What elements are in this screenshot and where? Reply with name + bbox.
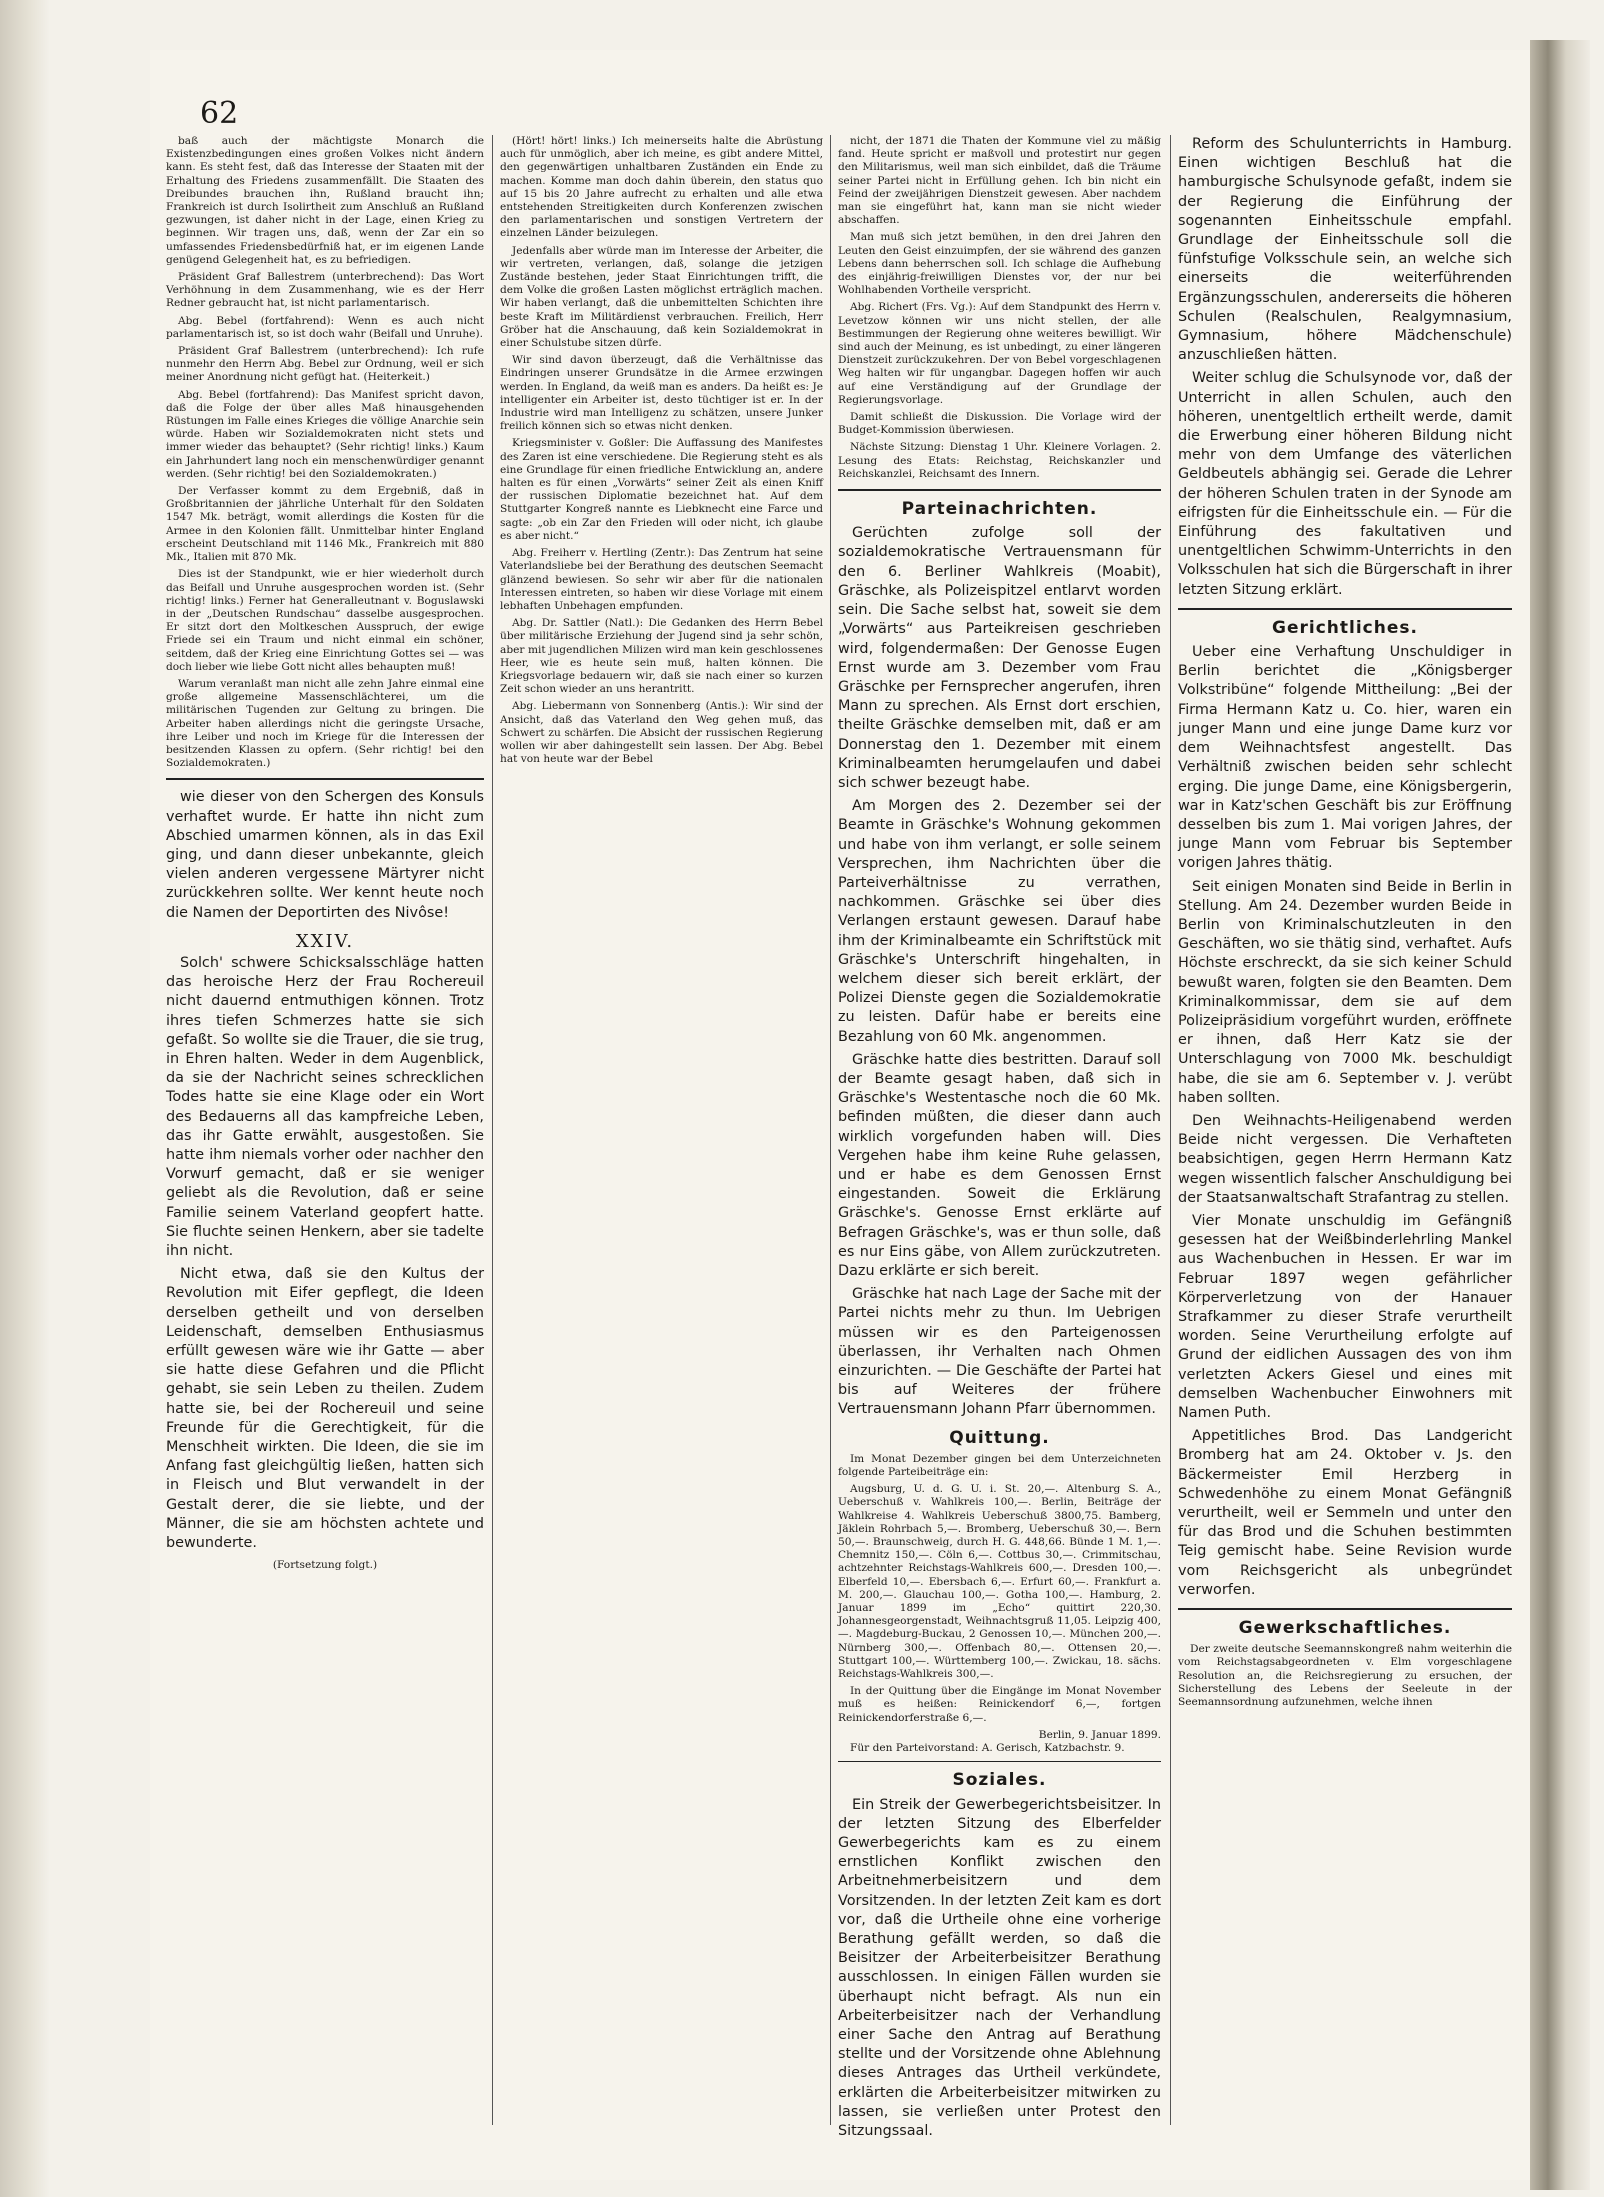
chapter-heading: XXIV.	[295, 930, 355, 952]
signature: Für den Parteivorstand: A. Gerisch, Katzbachstr. 9.	[850, 1742, 1125, 1755]
section-divider	[838, 489, 1161, 491]
paragraph: In der Quittung über die Eingänge im Monat November muß es heißen: Reinickendorf 6,—, fortgen Reinickendorferstraße 6,—.	[838, 1685, 1161, 1724]
article-paragraph: Vier Monate unschuldig im Gefängniß gesessen hat der Weißbinderlehrling Mankel aus Wachenbuchen in Hessen. Er war im Februar 1897 wegen gefährlicher Körperverletzung von der Hanauer Strafkammer zu dieser Strafe verurtheilt worden. Seine Verurtheilung erfolgte auf Grund der eidlichen Aussagen des von ihm verletzten Ackers Giesel und eines mit demselben Wachenbucher Einwohners mit Namen Puth.	[1178, 1212, 1512, 1421]
feuilleton-paragraph: Solch' schwere Schicksalsschläge hatten das heroische Herz der Frau Rochereuil nicht dauernd entmuthigen können. Trotz ihres tiefen Schmerzes hatte sie sich gefaßt. So wollte sie die Trauer, die sie trug, in Ehren halten. Weder in dem Augenblick, da sie der Nachricht seines schrecklichen Todes hatte sie eine Klage oder ein Wort des Bedauerns all das kampfreiche Leben, das ihr Gatte erwählt, ausgestoßen. Sie hatte ihm niemals vorher oder nachher den Vorwurf gemacht, daß er sie weniger geliebt als die Revolution, daß er seine Familie seinem Vaterland geopfert hatte. Sie fluchte seinen Henkern, aber sie tadelte ihn nicht.	[166, 954, 484, 1260]
section-divider	[1178, 608, 1512, 610]
article-paragraph: Gräschke hatte dies bestritten. Darauf soll der Beamte gesagt haben, daß sich in Gräschke's Westentasche noch die 60 Mk. befinden müßten, die dieser dann auch wirklich vorgefunden haben will. Dies Vergehen habe ihm keine Ruhe gelassen, und er habe es dem Genossen Ernst eingestanden. Soweit die Erklärung Gräschke's. Genosse Ernst erklärte auf Befragen Gräschke's, was er thun solle, daß es nur Eins gäbe, von Allem zurückzutreten. Dazu erklärte er sich bereit.	[838, 1051, 1161, 1279]
paragraph: baß auch der mächtigste Monarch die Existenzbedingungen eines großen Volkes nicht ändern kann. Es steht fest, daß das Interesse der Staaten mit der Erhaltung des Friedens zusammenfällt. Die Staaten des Dreibundes brauchen ihn, Rußland braucht ihn; Frankreich ist durch Isolirtheit zum Anschluß an Rußland gezwungen, ist daher nicht in der Lage, einen Krieg zu beginnen. Wir tragen uns, daß, wenn der Zar ein so umfassendes Friedensbedürfniß hat, er im eigenen Lande genügend Gelegenheit hat, es zu befriedigen.	[166, 135, 484, 266]
paragraph: Der zweite deutsche Seemannskongreß nahm weiterhin die vom Reichstagsabgeordneten v. Elm vorgeschlagene Resolution an, die Reichsregierung zu ersuchen, der Sicherstellung des Lebens der Seeleute in der Seemannsordnung aufzunehmen, welche ihnen	[1178, 1643, 1512, 1709]
paragraph: Nächste Sitzung: Dienstag 1 Uhr. Kleinere Vorlagen. 2. Lesung des Etats: Reichstag, Reichskanzler und Reichskanzlei, Reichsamt des Innern.	[838, 441, 1161, 480]
paragraph: Abg. Richert (Frs. Vg.): Auf dem Standpunkt des Herrn v. Levetzow können wir uns nicht stellen, der alle Bestimmungen der Regierung ohne weiteres bewilligt. Wir sind auch der Meinung, es ist unbedingt, zu einer längeren Dienstzeit zurückzukehren. Der von Bebel vorgeschlagenen Weg halten wir für ungangbar. Dagegen hoffen wir auch auf eine Verständigung auf der Grundlage der Regierungsvorlage.	[838, 301, 1161, 406]
column-rule	[830, 135, 831, 2125]
article-paragraph: Am Morgen des 2. Dezember sei der Beamte in Gräschke's Wohnung gekommen und habe von ihm verlangt, er solle seinem Versprechen, ihm Nachrichten über die Parteiverhältnisse zu verrathen, nachkommen. Gräschke sei über dies Verlangen erstaunt gewesen. Darauf habe ihm der Kriminalbeamte ein Schriftstück mit Gräschke's Unterschrift hingehalten, in welchem dieser sich bereit erklärt, der Polizei Dienste gegen die Sozialdemokratie zu leisten. Dafür habe er bereits eine Bezahlung von 60 Mk. angenommen.	[838, 798, 1161, 1045]
section-divider	[1178, 1608, 1512, 1610]
section-heading-gerichtliches: Gerichtliches.	[1272, 617, 1418, 638]
article-paragraph: Ueber eine Verhaftung Unschuldiger in Berlin berichtet die „Königsberger Volkstribüne“ folgende Mittheilung: „Bei der Firma Hermann Katz u. Co. hier, waren ein junger Mann und eine junge Dame kurz vor dem Weihnachtsfest angestellt. Das Verhältniß zwischen beiden sehr schlecht erging. Die junge Dame, eine Königsbergerin, war in Katz'schen Geschäft bis zur Eröffnung desselben bis zum 1. Mai vorigen Jahres, der junge Mann vom Februar bis September vorigen Jahres thätig.	[1178, 644, 1512, 872]
book-binding	[0, 0, 50, 2197]
article-paragraph: Gerüchten zufolge soll der sozialdemokratische Vertrauensmann für den 6. Berliner Wahlkreis (Moabit), Gräschke, als Polizeispitzel entlarvt worden sein. Die Sache selbst hat, soweit sie dem „Vorwärts“ aus Parteikreisen geschrieben wird, folgendermaßen: Der Genosse Eugen Ernst wurde am 3. Dezember vom Frau Gräschke per Fernsprecher angerufen, ihren Mann zu sprechen. Als Ernst dort erschien, theilte Gräschke demselben mit, daß er am Donnerstag den 1. Dezember mit einem Kriminalbeamten herumgelaufen und dabei sich schwer bezeugt habe.	[838, 525, 1161, 791]
column-3	[838, 135, 1161, 2139]
article-paragraph: Ein Streik der Gewerbegerichtsbeisitzer. In der letzten Sitzung des Elberfelder Gewerbegerichts kam es zu einem ernstlichen Konflikt zwischen den Arbeitnehmerbeisitzern und dem Vorsitzenden. In der letzten Zeit kam es dort vor, daß die Urtheile ohne eine vorherige Berathung gefällt werden, so daß die Beisitzer der Arbeiterbeisitzer Berathung ausschlossen. In einigen Fällen wurden sie überhaupt nicht befragt. Als nun ein Arbeiterbeisitzer nach der Verhandlung einer Sache den Antrag auf Berathung stellte und der Vorsitzende ohne Ablehnung dieses Antrages das Urtheil verkündete, erklärten die Arbeiterbeisitzer mitwirken zu lassen, sie verließen unter Protest den Sitzungssaal.	[838, 1796, 1161, 2139]
section-heading-parteinachrichten: Parteinachrichten.	[901, 499, 1098, 520]
paragraph: Man muß sich jetzt bemühen, in den drei Jahren den Leuten den Geist einzuimpfen, der sie während des ganzen Lebens dann beherrschen soll. Ich schlage die Aufhebung des einjährig-freiwilligen Dienstes vor, der nur bei Wohlhabenden Vortheile verspricht.	[838, 231, 1161, 297]
paragraph: Damit schließt die Diskussion. Die Vorlage wird der Budget-Kommission überwiesen.	[838, 411, 1161, 437]
paragraph: Augsburg, U. d. G. U. i. St. 20,—. Altenburg S. A., Ueberschuß v. Wahlkreis 100,—. Berlin, Beiträge der Wahlkreise 4. Wahlkreis Ueberschuß 3800,75. Bamberg, Jäklein Rohrbach 5,—. Bromberg, Ueberschuß 30,—. Bern 50,—. Braunschweig, durch H. G. 448,66. Bünde 1 M. 1,—. Chemnitz 150,—. Cöln 6,—. Cottbus 30,—. Crimmitschau, achtzehnter Reichstags-Wahlkreis 600,—. Dresden 100,—. Elberfeld 10,—. Ebersbach 6,—. Erfurt 60,—. Frankfurt a. M. 200,—. Glauchau 100,—. Gotha 100,—. Hamburg, 2. Januar 1899 im „Echo“ quittirt 220,30. Johannesgeorgenstadt, Weihnachtsgruß 11,05. Leipzig 400,—. Magdeburg-Buckau, 2 Genossen 10,—. München 200,—. Nürnberg 300,—. Offenbach 80,—. Ottensen 20,—. Stuttgart 100,—. Württemberg 100,—. Zwickau, 18. sächs. Reichstags-Wahlkreis 300,—.	[838, 1483, 1161, 1681]
article-paragraph: Den Weihnachts-Heiligenabend werden Beide nicht vergessen. Die Verhafteten beabsichtigen, gegen Herrn Hermann Katz wegen wissentlich falscher Anschuldigung bei der Staatsanwaltschaft Strafantrag zu stellen.	[1178, 1112, 1512, 1206]
paragraph: Wir sind davon überzeugt, daß die Verhältnisse das Eindringen unserer Grundsätze in die Armee erzwingen werden. In England, da weiß man es anders. Da heißt es: Je intelligenter ein Arbeiter ist, desto tüchtiger ist er. In der Industrie wird man Intelligenz zu schätzen, unsere Junker freilich können sich so etwas nicht denken.	[500, 354, 823, 433]
column-2	[500, 135, 823, 2125]
paragraph: Jedenfalls aber würde man im Interesse der Arbeiter, die wir vertreten, verlangen, daß, solange die jetzigen Zustände bestehen, jeder Staat Einrichtungen trifft, die dem Volke die großen Lasten möglichst erträglich machen. Wir haben verlangt, daß die unbemittelten Schichten ihre beste Kraft im Militärdienst verbrauchen. Freilich, Herr Gröber hat die Anschauung, daß kein Sozialdemokrat in einer Schulstube sitzen dürfe.	[500, 244, 823, 350]
column-1	[166, 135, 484, 2125]
article-paragraph: Reform des Schulunterrichts in Hamburg. Einen wichtigen Beschluß hat die hamburgische Schulsynode gefaßt, indem sie der Regierung die Einführung der sogenannten Einheitsschule empfahl. Grundlage der Einheitsschule soll die fünfstufige Volksschule sein, an welche sich einerseits die weiterführenden Ergänzungsschulen, andererseits die höheren Schulen (Realschulen, Realgymnasium, Gymnasium, höhere Mädchenschule) anzuschließen hätten.	[1178, 136, 1512, 364]
paragraph: Abg. Freiherr v. Hertling (Zentr.): Das Zentrum hat seine Vaterlandsliebe bei der Berathung des deutschen Seemacht glänzend bewiesen. So sehr wir aber für die nationalen Interessen eintreten, so haben wir diese Vorlage mit einem lebhaften Unbehagen empfunden.	[500, 547, 823, 612]
section-heading-quittung: Quittung.	[949, 1427, 1050, 1448]
article-paragraph: Appetitliches Brod. Das Landgericht Bromberg hat am 24. Oktober v. Js. den Bäckermeister Emil Herzberg in Schwedenhöhe zu einem Monat Gefängniß verurtheilt, weil er Semmeln und unter den für das Brod und die Schuhen bestimmten Teig gemischt habe. Seine Revision wurde vom Reichsgericht als unbegründet verworfen.	[1178, 1428, 1512, 1598]
article-paragraph: Gräschke hat nach Lage der Sache mit der Partei nichts mehr zu thun. Im Uebrigen müssen wir es den Parteigenossen überlassen, ihr Verhalten nach Ohmen einzurichten. — Die Geschäfte der Partei hat bis auf Weiteres der frühere Vertrauensmann Johann Pfarr übernommen.	[838, 1286, 1161, 1418]
section-heading-soziales: Soziales.	[952, 1770, 1047, 1791]
paragraph: Präsident Graf Ballestrem (unterbrechend): Ich rufe nunmehr den Herrn Abg. Bebel zur Ordnung, weil er sich meiner Anordnung nicht gefügt hat. (Heiterkeit.)	[166, 345, 484, 384]
article-paragraph: Weiter schlug die Schulsynode vor, daß der Unterricht in allen Schulen, auch den höheren, unentgeltlich ertheilt werde, damit die Erwerbung einer höheren Bildung nicht mehr von dem Umfange des väterlichen Geldbeutels abhängig sei. Gerade die Lehrer der höheren Schulen traten in der Synode am eifrigsten für die Einheitsschule ein. — Für die Einführung des fakultativen und unentgeltlichen Schwimm-Unterrichts in den Volksschulen hat sich die Bürgerschaft in ihrer letzten Sitzung erklärt.	[1178, 370, 1512, 598]
paragraph: nicht, der 1871 die Thaten der Kommune viel zu mäßig fand. Heute spricht er maßvoll und protestirt nur gegen den Militarismus, weil man sich einbildet, daß die Träume seiner Partei nicht in Erfüllung gehen. Ich bin nicht ein Feind der zweijährigen Dienstzeit gewesen. Aber nachdem man sie eingeführt hat, kann man sie nicht wieder abschaffen.	[838, 135, 1161, 227]
paragraph: (Hört! hört! links.) Ich meinerseits halte die Abrüstung auch für unmöglich, aber ich meine, es gibt andere Mittel, den gegenwärtigen unhaltbaren Zuständen ein Ende zu machen. Komme man doch dahin überein, den status quo auf 15 bis 20 Jahre aufrecht zu erhalten und alle etwa entstehenden Streitigkeiten durch Konferenzen zwischen den parlamentarischen und sonstigen Vertretern der einzelnen Länder beizulegen.	[500, 135, 823, 240]
article-paragraph: Seit einigen Monaten sind Beide in Berlin in Stellung. Am 24. Dezember wurden Beide in Berlin von Kriminalschutzleuten in den Geschäften, wo sie thätig sind, verhaftet. Aufs Höchste erschreckt, da sie sich keiner Schuld bewußt waren, folgten sie den Beamten. Dem Kriminalkommissar, dem sie auf dem Polizeipräsidium vorgeführt wurden, eröffnete er ihnen, daß Herr Katz sie der Unterschlagung von 7000 Mk. beschuldigt habe, die sie am 6. September v. J. verübt haben sollten.	[1178, 878, 1512, 1106]
page-number: 62	[200, 96, 239, 131]
column-rule	[1170, 135, 1171, 2125]
paragraph: Abg. Bebel (fortfahrend): Das Manifest spricht davon, daß die Folge der über alles Maß hinausgehenden Rüstungen im Falle eines Krieges die völlige Anarchie sein würde. Haben wir Sozialdemokraten nicht stets und immer wieder das behauptet? (Sehr richtig! links.) Kaum ein Jahrhundert lang noch ein menschenwürdiger genannt werden. (Sehr richtig! bei den Sozialdemokraten.)	[166, 388, 484, 480]
continuation-note: (Fortsetzung folgt.)	[272, 1559, 378, 1572]
feuilleton-paragraph: wie dieser von den Schergen des Konsuls verhaftet wurde. Er hatte ihn nicht zum Abschied umarmen können, als in das Exil ging, und dann dieser unbekannte, gleich vielen anderen vergessene Märtyrer nicht zurückkehren sollte. Wer kennt heute noch die Namen der Deportirten des Nivôse!	[166, 789, 484, 921]
column-4	[1178, 135, 1512, 2125]
feuilleton-paragraph: Nicht etwa, daß sie den Kultus der Revolution mit Eifer gepflegt, die Ideen derselben getheilt und von derselben Leidenschaft, demselben Enthusiasmus erfüllt gewesen wäre wie ihr Gatte — aber sie hatte diese Gefahren und die Pflicht gehabt, sie sein Leben zu theilen. Zudem hatte sie, bei der Rochereuil und seine Freunde für die Gerechtigkeit, für die Menschheit wirkten. Die Ideen, die sie im Anfang fast gleichgültig ließen, hatten sich in Fleisch und Blut verwandelt in der Gestalt derer, die sie liebte, und der Männer, die sie am höchsten achtete und bewunderte.	[166, 1266, 484, 1552]
paragraph: Abg. Dr. Sattler (Natl.): Die Gedanken des Herrn Bebel über militärische Erziehung der Jugend sind ja sehr schön, aber mit jugendlichen Milizen wird man kein geschlossenes Heer, wie es heute sein muß, halten können. Die Kriegsvorlage bedauern wir, daß sie nach einer so kurzen Zeit schon wieder an uns herantritt.	[500, 617, 823, 696]
dateline: Berlin, 9. Januar 1899.	[1038, 1728, 1161, 1741]
paragraph: Der Verfasser kommt zu dem Ergebniß, daß in Großbritannien der jährliche Unterhalt für den Soldaten 1547 Mk. beträgt, womit allerdings die Kosten für die Armee in den Kolonien fällt. Unmittelbar hinter England erscheint Deutschland mit 1146 Mk., Frankreich mit 880 Mk., Italien mit 870 Mk.	[166, 485, 484, 564]
section-divider	[166, 778, 484, 780]
column-rule	[492, 135, 493, 2125]
page-edge	[1530, 40, 1590, 2190]
section-divider	[838, 1761, 1161, 1762]
paragraph: Präsident Graf Ballestrem (unterbrechend): Das Wort Verhöhnung in dem Zusammenhang, wie es der Herr Redner gebraucht hat, ist nicht parlamentarisch.	[166, 271, 484, 310]
paragraph: Warum veranlaßt man nicht alle zehn Jahre einmal eine große allgemeine Massenschlächterei, um die militärischen Tugenden zur Geltung zu bringen. Die Arbeiter haben allerdings nicht die geringste Ursache, ihre Leiber und noch im Kriege für die Interessen der besitzenden Klassen zu opfern. (Sehr richtig! bei den Sozialdemokraten.)	[166, 677, 484, 770]
section-heading-gewerkschaftliches: Gewerkschaftliches.	[1238, 1618, 1452, 1639]
paragraph: Kriegsminister v. Goßler: Die Auffassung des Manifestes des Zaren ist eine verschiedene. Die Regierung steht es als eine Grundlage für einen friedliche Entwicklung an, andere halten es für einen „Vorwärts“ seiner Zeit als einen Kniff der russischen Diplomatie bezeichnet hat. Auf dem Stuttgarter Kongreß nannte es Liebknecht eine Farce und sagte: „ob ein Zar den Frieden will oder nicht, ich glaube es aber nicht.“	[500, 437, 823, 542]
paragraph: Dies ist der Standpunkt, wie er hier wiederholt durch das Beifall und Unruhe ausgesprochen worden ist. (Sehr richtig! links.) Ferner hat Generalleutnant v. Boguslawski in der „Deutschen Rundschau“ dasselbe ausgesprochen. Er sitzt dort den Moltkeschen Ausspruch, der ewige Friede sei ein Traum und nicht einmal ein schöner, seitdem, daß der Krieg eine Einrichtung Gottes sei — was doch lieber wie liebe Gott nicht alles behaupten muß!	[166, 568, 484, 673]
paragraph: Abg. Liebermann von Sonnenberg (Antis.): Wir sind der Ansicht, daß das Vaterland den Weg gehen muß, das Schwert zu schärfen. Die Absicht der russischen Regierung wollen wir aber dahingestellt sein lassen. Der Abg. Bebel hat von heute war der Bebel	[500, 700, 823, 766]
paragraph: Im Monat Dezember gingen bei dem Unterzeichneten folgende Parteibeiträge ein:	[838, 1452, 1161, 1479]
paragraph: Abg. Bebel (fortfahrend): Wenn es auch nicht parlamentarisch ist, so ist doch wahr (Beifall und Unruhe).	[166, 314, 484, 340]
